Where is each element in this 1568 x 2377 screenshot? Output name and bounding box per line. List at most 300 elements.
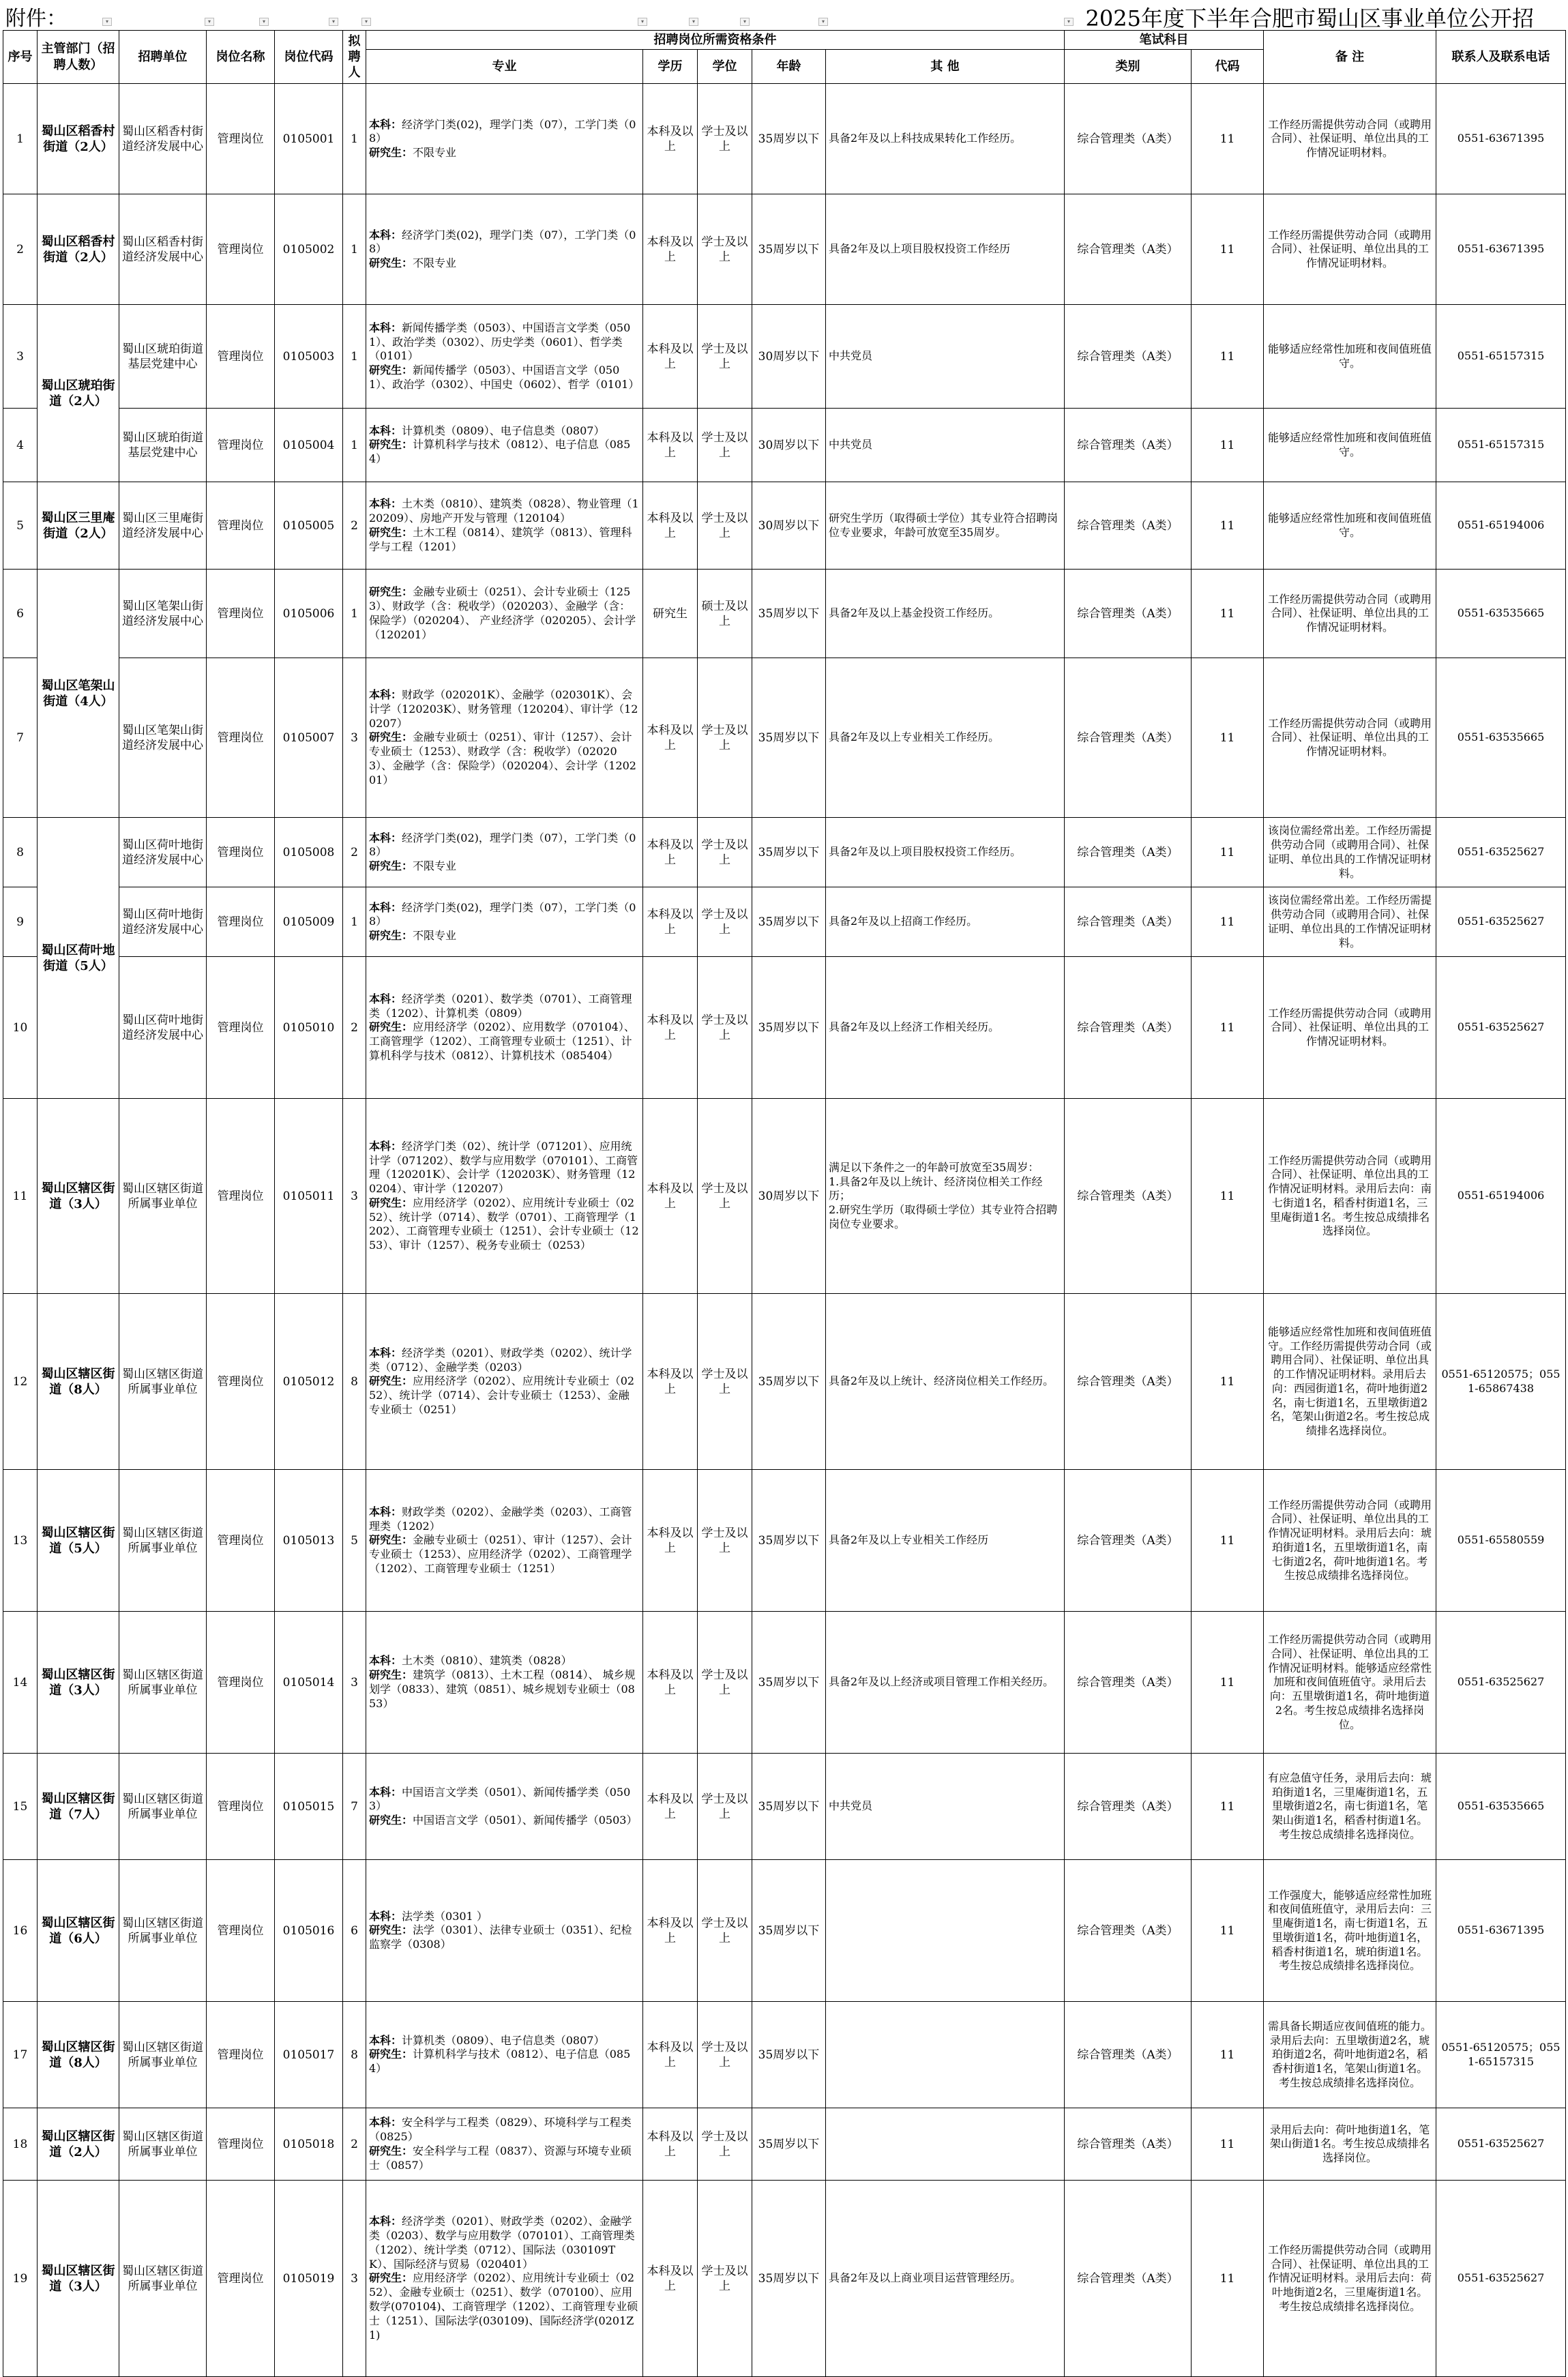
cell-age: 35周岁以下 bbox=[752, 84, 826, 194]
major-undergrad-text: 经济学门类(02)，理学门类（07），工学门类（08） bbox=[369, 900, 636, 928]
cell-age: 35周岁以下 bbox=[752, 2002, 826, 2108]
cell-post-code: 0105007 bbox=[275, 658, 343, 818]
cell-contact: 0551-63671395 bbox=[1436, 194, 1566, 305]
cell-post-name: 管理岗位 bbox=[207, 658, 275, 818]
table-row bbox=[3, 2108, 1566, 2181]
cell-remark: 工作经历需提供劳动合同（或聘用合同）、社保证明、单位出具的工作情况证明材料。 bbox=[1264, 570, 1436, 658]
cell-remark: 能够适应经常性加班和夜间值班值守。 bbox=[1264, 409, 1436, 482]
table-row bbox=[3, 305, 1566, 409]
cell-dept: 蜀山区笔架山街道（4人） bbox=[38, 570, 119, 818]
major-grad-text: 金融专业硕士（0251）、会计专业硕士（1253）、财政学（含：税收学）（020203）、金融学（含：保险学）（020204）、 产业经济学（020205）、会计学（120201） bbox=[369, 585, 636, 641]
major-undergrad bbox=[369, 1910, 640, 1924]
table-row bbox=[3, 1470, 1566, 1612]
cell-contact: 0551-65157315 bbox=[1436, 409, 1566, 482]
filter-dropdown-icon[interactable]: ▾ bbox=[638, 18, 647, 26]
cell-major bbox=[366, 2108, 643, 2181]
document-title: 2025年度下半年合肥市蜀山区事业单位公开招 bbox=[1085, 5, 1534, 31]
cell-education: 本科及以上 bbox=[643, 887, 698, 957]
col-exam-type: 类别 bbox=[1065, 50, 1192, 84]
filter-dropdown-icon[interactable]: ▾ bbox=[259, 18, 269, 26]
cell-count: 5 bbox=[343, 1470, 366, 1612]
label-undergrad: 本科： bbox=[369, 900, 402, 914]
filter-dropdown-icon[interactable]: ▾ bbox=[740, 18, 750, 26]
major-undergrad bbox=[369, 688, 640, 730]
cell-post-code: 0105015 bbox=[275, 1754, 343, 1860]
cell-contact: 0551-63535665 bbox=[1436, 1754, 1566, 1860]
cell-age: 35周岁以下 bbox=[752, 1754, 826, 1860]
label-undergrad: 本科： bbox=[369, 2215, 402, 2228]
cell-contact: 0551-63535665 bbox=[1436, 658, 1566, 818]
major-grad bbox=[369, 364, 640, 392]
label-undergrad: 本科： bbox=[369, 1505, 402, 1518]
cell-age: 35周岁以下 bbox=[752, 2181, 826, 2377]
cell-seq: 18 bbox=[3, 2108, 38, 2181]
cell-exam-code: 11 bbox=[1192, 818, 1264, 887]
cell-post-code: 0105010 bbox=[275, 957, 343, 1099]
cell-education: 本科及以上 bbox=[643, 1754, 698, 1860]
major-undergrad bbox=[369, 992, 640, 1021]
cell-seq: 13 bbox=[3, 1470, 38, 1612]
cell-age: 30周岁以下 bbox=[752, 482, 826, 570]
major-grad bbox=[369, 585, 640, 642]
cell-contact: 0551-65194006 bbox=[1436, 1099, 1566, 1294]
major-grad bbox=[369, 526, 640, 555]
cell-degree: 学士及以上 bbox=[698, 194, 752, 305]
label-undergrad: 本科： bbox=[369, 1654, 402, 1668]
cell-age: 35周岁以下 bbox=[752, 1612, 826, 1754]
cell-dept: 蜀山区辖区街道（2人） bbox=[38, 2108, 119, 2181]
major-undergrad bbox=[369, 1654, 640, 1668]
label-undergrad: 本科： bbox=[369, 117, 402, 131]
cell-age: 35周岁以下 bbox=[752, 1294, 826, 1470]
major-grad bbox=[369, 2048, 640, 2076]
major-grad bbox=[369, 1196, 640, 1253]
cell-other: 中共党员 bbox=[826, 409, 1065, 482]
cell-dept: 蜀山区辖区街道（3人） bbox=[38, 1612, 119, 1754]
label-grad: 研究生： bbox=[369, 1374, 413, 1388]
cell-other: 具备2年及以上项目股权投资工作经历。 bbox=[826, 818, 1065, 887]
major-undergrad-text: 经济学门类（02）、统计学（071201）、应用统计学（071202）、数学与应用数学（070101）、工商管理（120201K）、会计学（120203K）、财务管理（120204）、审计学（120207） bbox=[369, 1139, 638, 1196]
major-grad bbox=[369, 1533, 640, 1576]
cell-post-code: 0105017 bbox=[275, 2002, 343, 2108]
cell-post-code: 0105001 bbox=[275, 84, 343, 194]
cell-exam-type: 综合管理类（A类） bbox=[1065, 957, 1192, 1099]
sheet-topbar bbox=[0, 0, 1568, 30]
cell-post-name: 管理岗位 bbox=[207, 887, 275, 957]
major-grad-text: 应用经济学（0202）、应用数学（070104）、工商管理学（1202）、工商管理专业硕士（1251）、计算机科学与技术（0812）、计算机技术（085404） bbox=[369, 1020, 635, 1063]
filter-dropdown-icon[interactable]: ▾ bbox=[1064, 18, 1074, 26]
cell-remark: 需具备长期适应夜间值班的能力。录用后去向：五里墩街道2名，琥珀街道2名，荷叶地街道2名，稻香村街道1名，笔架山街道1名。考生按总成绩排名选择岗位。 bbox=[1264, 2002, 1436, 2108]
cell-other: 具备2年及以上项目股权投资工作经历 bbox=[826, 194, 1065, 305]
cell-exam-type: 综合管理类（A类） bbox=[1065, 2002, 1192, 2108]
cell-count: 2 bbox=[343, 482, 366, 570]
cell-exam-type: 综合管理类（A类） bbox=[1065, 1754, 1192, 1860]
cell-major bbox=[366, 818, 643, 887]
cell-education: 本科及以上 bbox=[643, 84, 698, 194]
cell-age: 35周岁以下 bbox=[752, 570, 826, 658]
major-grad bbox=[369, 2144, 640, 2173]
col-exam-code: 代码 bbox=[1192, 50, 1264, 84]
table-row bbox=[3, 1294, 1566, 1470]
cell-count: 6 bbox=[343, 1860, 366, 2002]
label-grad: 研究生： bbox=[369, 364, 413, 377]
major-grad-text: 不限专业 bbox=[413, 929, 457, 943]
cell-education: 本科及以上 bbox=[643, 1612, 698, 1754]
filter-dropdown-icon[interactable]: ▾ bbox=[361, 18, 371, 26]
cell-education: 本科及以上 bbox=[643, 1470, 698, 1612]
label-undergrad: 本科： bbox=[369, 1139, 402, 1153]
label-grad: 研究生： bbox=[369, 585, 413, 599]
cell-age: 35周岁以下 bbox=[752, 887, 826, 957]
major-undergrad bbox=[369, 901, 640, 930]
major-grad bbox=[369, 146, 640, 160]
cell-contact: 0551-65194006 bbox=[1436, 482, 1566, 570]
major-grad bbox=[369, 1814, 640, 1828]
cell-seq: 19 bbox=[3, 2181, 38, 2377]
cell-dept: 蜀山区琥珀街道（2人） bbox=[38, 305, 119, 482]
cell-dept: 蜀山区稻香村街道（2人） bbox=[38, 84, 119, 194]
cell-contact: 0551-63671395 bbox=[1436, 1860, 1566, 2002]
major-undergrad bbox=[369, 2215, 640, 2271]
col-education: 学历 bbox=[643, 50, 698, 84]
label-undergrad: 本科： bbox=[369, 688, 402, 702]
cell-exam-code: 11 bbox=[1192, 1754, 1264, 1860]
cell-seq: 1 bbox=[3, 84, 38, 194]
label-undergrad: 本科： bbox=[369, 321, 402, 334]
cell-exam-type: 综合管理类（A类） bbox=[1065, 1860, 1192, 2002]
table-row bbox=[3, 1754, 1566, 1860]
cell-unit: 蜀山区笔架山街道经济发展中心 bbox=[119, 570, 207, 658]
cell-unit: 蜀山区荷叶地街道经济发展中心 bbox=[119, 818, 207, 887]
cell-education: 本科及以上 bbox=[643, 409, 698, 482]
cell-count: 1 bbox=[343, 887, 366, 957]
cell-remark: 工作经历需提供劳动合同（或聘用合同）、社保证明、单位出具的工作情况证明材料。录用后去向：荷叶地街道2名，三里庵街道1名。考生按总成绩排名选择岗位。 bbox=[1264, 2181, 1436, 2377]
cell-age: 35周岁以下 bbox=[752, 957, 826, 1099]
cell-post-code: 0105011 bbox=[275, 1099, 343, 1294]
label-grad: 研究生： bbox=[369, 1533, 413, 1547]
cell-exam-code: 11 bbox=[1192, 84, 1264, 194]
cell-remark: 能够适应经常性加班和夜间值班值守。工作经历需提供劳动合同（或聘用合同）、社保证明、单位出具的工作情况证明材料。录用后去向：西园街道1名，荷叶地街道2名，南七街道1名，五里墩街道2名，笔架山街道2名。考生按总成绩排名选择岗位。 bbox=[1264, 1294, 1436, 1470]
major-grad bbox=[369, 859, 640, 874]
cell-post-code: 0105009 bbox=[275, 887, 343, 957]
cell-major bbox=[366, 1754, 643, 1860]
cell-remark: 该岗位需经常出差。工作经历需提供劳动合同（或聘用合同）、社保证明、单位出具的工作情况证明材料。 bbox=[1264, 818, 1436, 887]
cell-other: 具备2年及以上招商工作经历。 bbox=[826, 887, 1065, 957]
cell-contact: 0551-65120575；0551-65157315 bbox=[1436, 2002, 1566, 2108]
label-grad: 研究生： bbox=[369, 525, 413, 539]
cell-count: 1 bbox=[343, 194, 366, 305]
cell-post-code: 0105004 bbox=[275, 409, 343, 482]
cell-education: 本科及以上 bbox=[643, 2108, 698, 2181]
cell-major bbox=[366, 1612, 643, 1754]
cell-education: 本科及以上 bbox=[643, 957, 698, 1099]
cell-degree: 学士及以上 bbox=[698, 818, 752, 887]
cell-unit: 蜀山区辖区街道所属事业单位 bbox=[119, 1470, 207, 1612]
major-grad bbox=[369, 1668, 640, 1711]
cell-major bbox=[366, 305, 643, 409]
table-row bbox=[3, 2181, 1566, 2377]
cell-post-code: 0105019 bbox=[275, 2181, 343, 2377]
major-grad-text: 应用经济学（0202）、应用统计专业硕士（0252）、金融专业硕士（0251）、数学（070100）、应用数学(070104)、工商管理学（1202）、工商管理专业硕士（1251）、国际法学(030109)、国际经济学(0201Z1) bbox=[369, 2271, 638, 2342]
cell-remark: 工作经历需提供劳动合同（或聘用合同）、社保证明、单位出具的工作情况证明材料。录用后去向：琥珀街道1名，五里墩街道1名，南七街道2名，荷叶地街道1名。考生按总成绩排名选择岗位。 bbox=[1264, 1470, 1436, 1612]
cell-unit: 蜀山区辖区街道所属事业单位 bbox=[119, 1099, 207, 1294]
cell-post-code: 0105014 bbox=[275, 1612, 343, 1754]
major-undergrad-text: 经济学类（0201）、财政学类（0202）、金融学类（0203）、数学与应用数学（070101）、工商管理类（1202）、统计学类（0712）、国际法（030109TK）、国际经济与贸易（020401） bbox=[369, 2215, 635, 2271]
cell-post-name: 管理岗位 bbox=[207, 1612, 275, 1754]
label-grad: 研究生： bbox=[369, 1923, 413, 1937]
label-undergrad: 本科： bbox=[369, 497, 402, 511]
cell-degree: 学士及以上 bbox=[698, 2108, 752, 2181]
cell-degree: 学士及以上 bbox=[698, 1860, 752, 2002]
cell-exam-code: 11 bbox=[1192, 570, 1264, 658]
col-degree: 学位 bbox=[698, 50, 752, 84]
cell-other bbox=[826, 1860, 1065, 2002]
cell-post-name: 管理岗位 bbox=[207, 1754, 275, 1860]
cell-exam-code: 11 bbox=[1192, 1612, 1264, 1754]
table-row bbox=[3, 957, 1566, 1099]
major-grad-text: 不限专业 bbox=[413, 256, 457, 270]
cell-count: 3 bbox=[343, 1612, 366, 1754]
table-row bbox=[3, 658, 1566, 818]
cell-seq: 17 bbox=[3, 2002, 38, 2108]
cell-degree: 学士及以上 bbox=[698, 1612, 752, 1754]
cell-contact: 0551-65580559 bbox=[1436, 1470, 1566, 1612]
filter-dropdown-icon[interactable]: ▾ bbox=[205, 18, 214, 26]
cell-contact: 0551-63671395 bbox=[1436, 84, 1566, 194]
cell-unit: 蜀山区荷叶地街道经济发展中心 bbox=[119, 887, 207, 957]
cell-other: 满足以下条件之一的年龄可放宽至35周岁： 1.具备2年及以上统计、经济岗位相关工作经历； 2.研究生学历（取得硕士学位）其专业符合招聘岗位专业要求。 bbox=[826, 1099, 1065, 1294]
cell-contact: 0551-63525627 bbox=[1436, 957, 1566, 1099]
cell-count: 1 bbox=[343, 305, 366, 409]
major-undergrad-text: 经济学门类(02)，理学门类（07），工学门类（08） bbox=[369, 117, 636, 145]
cell-unit: 蜀山区三里庵街道经济发展中心 bbox=[119, 482, 207, 570]
recruitment-table bbox=[3, 30, 1566, 2377]
label-undergrad: 本科： bbox=[369, 2116, 402, 2129]
cell-count: 7 bbox=[343, 1754, 366, 1860]
cell-contact: 0551-63525627 bbox=[1436, 2181, 1566, 2377]
major-grad-text: 金融专业硕士（0251）、审计（1257）、会计专业硕士（1253）、应用经济学（0202）、工商管理学（1202）、工商管理专业硕士（1251） bbox=[369, 1533, 632, 1576]
cell-age: 35周岁以下 bbox=[752, 1470, 826, 1612]
cell-count: 8 bbox=[343, 2002, 366, 2108]
col-unit: 招聘单位 bbox=[119, 31, 207, 84]
cell-education: 本科及以上 bbox=[643, 1860, 698, 2002]
label-grad: 研究生： bbox=[369, 929, 413, 943]
cell-remark: 能够适应经常性加班和夜间值班值守。 bbox=[1264, 305, 1436, 409]
cell-major bbox=[366, 1470, 643, 1612]
major-undergrad bbox=[369, 118, 640, 147]
cell-seq: 5 bbox=[3, 482, 38, 570]
cell-exam-code: 11 bbox=[1192, 1294, 1264, 1470]
label-undergrad: 本科： bbox=[369, 992, 402, 1005]
cell-post-name: 管理岗位 bbox=[207, 1860, 275, 2002]
cell-count: 8 bbox=[343, 1294, 366, 1470]
table-row bbox=[3, 1612, 1566, 1754]
cell-exam-type: 综合管理类（A类） bbox=[1065, 658, 1192, 818]
cell-contact: 0551-63525627 bbox=[1436, 1612, 1566, 1754]
cell-unit: 蜀山区琥珀街道基层党建中心 bbox=[119, 305, 207, 409]
cell-exam-code: 11 bbox=[1192, 1470, 1264, 1612]
cell-remark: 工作经历需提供劳动合同（或聘用合同）、社保证明、单位出具的工作情况证明材料。 bbox=[1264, 957, 1436, 1099]
cell-remark: 能够适应经常性加班和夜间值班值守。 bbox=[1264, 482, 1436, 570]
cell-post-name: 管理岗位 bbox=[207, 818, 275, 887]
cell-other: 具备2年及以上商业项目运营管理经历。 bbox=[826, 2181, 1065, 2377]
col-contact: 联系人及联系电话 bbox=[1436, 31, 1566, 84]
major-grad bbox=[369, 1923, 640, 1952]
cell-degree: 学士及以上 bbox=[698, 84, 752, 194]
cell-unit: 蜀山区辖区街道所属事业单位 bbox=[119, 2108, 207, 2181]
cell-unit: 蜀山区稻香村街道经济发展中心 bbox=[119, 194, 207, 305]
filter-dropdown-icon[interactable]: ▾ bbox=[818, 18, 828, 26]
table-row bbox=[3, 570, 1566, 658]
table-row bbox=[3, 1099, 1566, 1294]
label-grad: 研究生： bbox=[369, 2144, 413, 2157]
filter-dropdown-icon[interactable]: ▾ bbox=[102, 18, 112, 26]
cell-exam-type: 综合管理类（A类） bbox=[1065, 482, 1192, 570]
cell-count: 3 bbox=[343, 2181, 366, 2377]
major-undergrad-text: 新闻传播学类（0503）、中国语言文学类（0501）、政治学类（0302）、历史学类（0601）、哲学类（0101） bbox=[369, 321, 631, 363]
cell-seq: 10 bbox=[3, 957, 38, 1099]
cell-count: 2 bbox=[343, 818, 366, 887]
cell-unit: 蜀山区辖区街道所属事业单位 bbox=[119, 2002, 207, 2108]
major-grad-text: 计算机科学与技术（0812）、电子信息（0854） bbox=[369, 2048, 631, 2076]
cell-major bbox=[366, 84, 643, 194]
cell-remark: 该岗位需经常出差。工作经历需提供劳动合同（或聘用合同）、社保证明、单位出具的工作情况证明材料。 bbox=[1264, 887, 1436, 957]
label-undergrad: 本科： bbox=[369, 1785, 402, 1799]
label-grad: 研究生： bbox=[369, 1196, 413, 1209]
cell-education: 本科及以上 bbox=[643, 1294, 698, 1470]
cell-remark: 录用后去向：荷叶地街道1名，笔架山街道1名。考生按总成绩排名选择岗位。 bbox=[1264, 2108, 1436, 2181]
major-grad bbox=[369, 438, 640, 467]
col-post-name: 岗位名称 bbox=[207, 31, 275, 84]
label-undergrad: 本科： bbox=[369, 1346, 402, 1359]
cell-contact: 0551-63525627 bbox=[1436, 887, 1566, 957]
col-exam: 笔试科目 bbox=[1065, 31, 1264, 50]
cell-remark: 有应急值守任务，录用后去向：琥珀街道1名，三里庵街道1名，五里墩街道2名，南七街道1名，笔架山街道1名，稻香村街道1名。考生按总成绩排名选择岗位。 bbox=[1264, 1754, 1436, 1860]
table-row bbox=[3, 84, 1566, 194]
cell-post-code: 0105005 bbox=[275, 482, 343, 570]
cell-count: 3 bbox=[343, 658, 366, 818]
cell-post-name: 管理岗位 bbox=[207, 1294, 275, 1470]
cell-degree: 学士及以上 bbox=[698, 2181, 752, 2377]
cell-contact: 0551-65120575；0551-65867438 bbox=[1436, 1294, 1566, 1470]
cell-post-name: 管理岗位 bbox=[207, 84, 275, 194]
label-grad: 研究生： bbox=[369, 1020, 413, 1034]
cell-post-code: 0105012 bbox=[275, 1294, 343, 1470]
cell-degree: 学士及以上 bbox=[698, 658, 752, 818]
cell-major bbox=[366, 1294, 643, 1470]
cell-count: 3 bbox=[343, 1099, 366, 1294]
cell-dept: 蜀山区三里庵街道（2人） bbox=[38, 482, 119, 570]
label-grad: 研究生： bbox=[369, 438, 413, 452]
cell-education: 本科及以上 bbox=[643, 2002, 698, 2108]
cell-post-code: 0105003 bbox=[275, 305, 343, 409]
cell-education: 本科及以上 bbox=[643, 1099, 698, 1294]
cell-post-name: 管理岗位 bbox=[207, 2108, 275, 2181]
cell-exam-code: 11 bbox=[1192, 957, 1264, 1099]
cell-major bbox=[366, 1099, 643, 1294]
cell-seq: 16 bbox=[3, 1860, 38, 2002]
cell-other: 中共党员 bbox=[826, 1754, 1065, 1860]
major-undergrad bbox=[369, 424, 640, 439]
cell-post-name: 管理岗位 bbox=[207, 957, 275, 1099]
cell-degree: 学士及以上 bbox=[698, 1470, 752, 1612]
cell-exam-code: 11 bbox=[1192, 2002, 1264, 2108]
cell-contact: 0551-65157315 bbox=[1436, 305, 1566, 409]
cell-unit: 蜀山区辖区街道所属事业单位 bbox=[119, 1860, 207, 2002]
cell-degree: 学士及以上 bbox=[698, 2002, 752, 2108]
table-row bbox=[3, 482, 1566, 570]
major-undergrad bbox=[369, 228, 640, 257]
cell-other: 具备2年及以上统计、经济岗位相关工作经历。 bbox=[826, 1294, 1065, 1470]
cell-contact: 0551-63525627 bbox=[1436, 818, 1566, 887]
major-grad bbox=[369, 730, 640, 787]
cell-dept: 蜀山区辖区街道（8人） bbox=[38, 2002, 119, 2108]
label-undergrad: 本科： bbox=[369, 228, 402, 241]
table-body bbox=[3, 84, 1566, 2377]
cell-post-name: 管理岗位 bbox=[207, 305, 275, 409]
major-grad-text: 应用经济学（0202）、应用统计专业硕士（0252）、统计学（0714）、会计专业硕士（1253）、金融专业硕士（0251） bbox=[369, 1374, 635, 1417]
cell-degree: 学士及以上 bbox=[698, 1099, 752, 1294]
cell-degree: 学士及以上 bbox=[698, 305, 752, 409]
major-grad bbox=[369, 1374, 640, 1417]
cell-post-code: 0105008 bbox=[275, 818, 343, 887]
cell-age: 30周岁以下 bbox=[752, 1099, 826, 1294]
cell-exam-type: 综合管理类（A类） bbox=[1065, 2181, 1192, 2377]
major-grad-text: 不限专业 bbox=[413, 859, 457, 873]
cell-unit: 蜀山区笔架山街道经济发展中心 bbox=[119, 658, 207, 818]
cell-count: 2 bbox=[343, 2108, 366, 2181]
cell-other: 具备2年及以上基金投资工作经历。 bbox=[826, 570, 1065, 658]
cell-age: 35周岁以下 bbox=[752, 818, 826, 887]
major-undergrad-text: 经济学类（0201）、财政学类（0202）、统计学类（0712）、金融学类（0203） bbox=[369, 1346, 632, 1374]
cell-major bbox=[366, 409, 643, 482]
cell-exam-type: 综合管理类（A类） bbox=[1065, 305, 1192, 409]
major-grad-text: 中国语言文学（0501）、新闻传播学（0503） bbox=[413, 1814, 638, 1827]
cell-dept: 蜀山区荷叶地街道（5人） bbox=[38, 818, 119, 1099]
cell-education: 研究生 bbox=[643, 570, 698, 658]
label-undergrad: 本科： bbox=[369, 1909, 402, 1923]
filter-dropdown-icon[interactable]: ▾ bbox=[689, 18, 698, 26]
cell-post-code: 0105013 bbox=[275, 1470, 343, 1612]
cell-major bbox=[366, 2181, 643, 2377]
cell-unit: 蜀山区荷叶地街道经济发展中心 bbox=[119, 957, 207, 1099]
cell-education: 本科及以上 bbox=[643, 194, 698, 305]
cell-post-name: 管理岗位 bbox=[207, 409, 275, 482]
major-undergrad bbox=[369, 2116, 640, 2144]
major-undergrad-text: 安全科学与工程类（0829）、环境科学与工程类（0825） bbox=[369, 2116, 632, 2144]
cell-post-name: 管理岗位 bbox=[207, 1099, 275, 1294]
major-grad-text: 土木工程（0814）、建筑学（0813）、管理科学与工程（1201） bbox=[369, 525, 632, 553]
cell-post-name: 管理岗位 bbox=[207, 194, 275, 305]
major-undergrad-text: 法学类（0301 ） bbox=[402, 1909, 488, 1923]
cell-exam-code: 11 bbox=[1192, 658, 1264, 818]
cell-exam-code: 11 bbox=[1192, 194, 1264, 305]
cell-seq: 7 bbox=[3, 658, 38, 818]
major-undergrad-text: 计算机类（0809）、电子信息类（0807） bbox=[402, 2033, 605, 2047]
cell-exam-type: 综合管理类（A类） bbox=[1065, 194, 1192, 305]
cell-other: 研究生学历（取得硕士学位）其专业符合招聘岗位专业要求，年龄可放宽至35周岁。 bbox=[826, 482, 1065, 570]
cell-unit: 蜀山区稻香村街道经济发展中心 bbox=[119, 84, 207, 194]
cell-exam-type: 综合管理类（A类） bbox=[1065, 818, 1192, 887]
label-undergrad: 本科： bbox=[369, 2033, 402, 2047]
cell-major bbox=[366, 1860, 643, 2002]
major-grad bbox=[369, 2271, 640, 2342]
cell-major bbox=[366, 957, 643, 1099]
cell-exam-code: 11 bbox=[1192, 1099, 1264, 1294]
cell-education: 本科及以上 bbox=[643, 482, 698, 570]
filter-dropdown-icon[interactable]: ▾ bbox=[329, 18, 338, 26]
cell-degree: 学士及以上 bbox=[698, 957, 752, 1099]
